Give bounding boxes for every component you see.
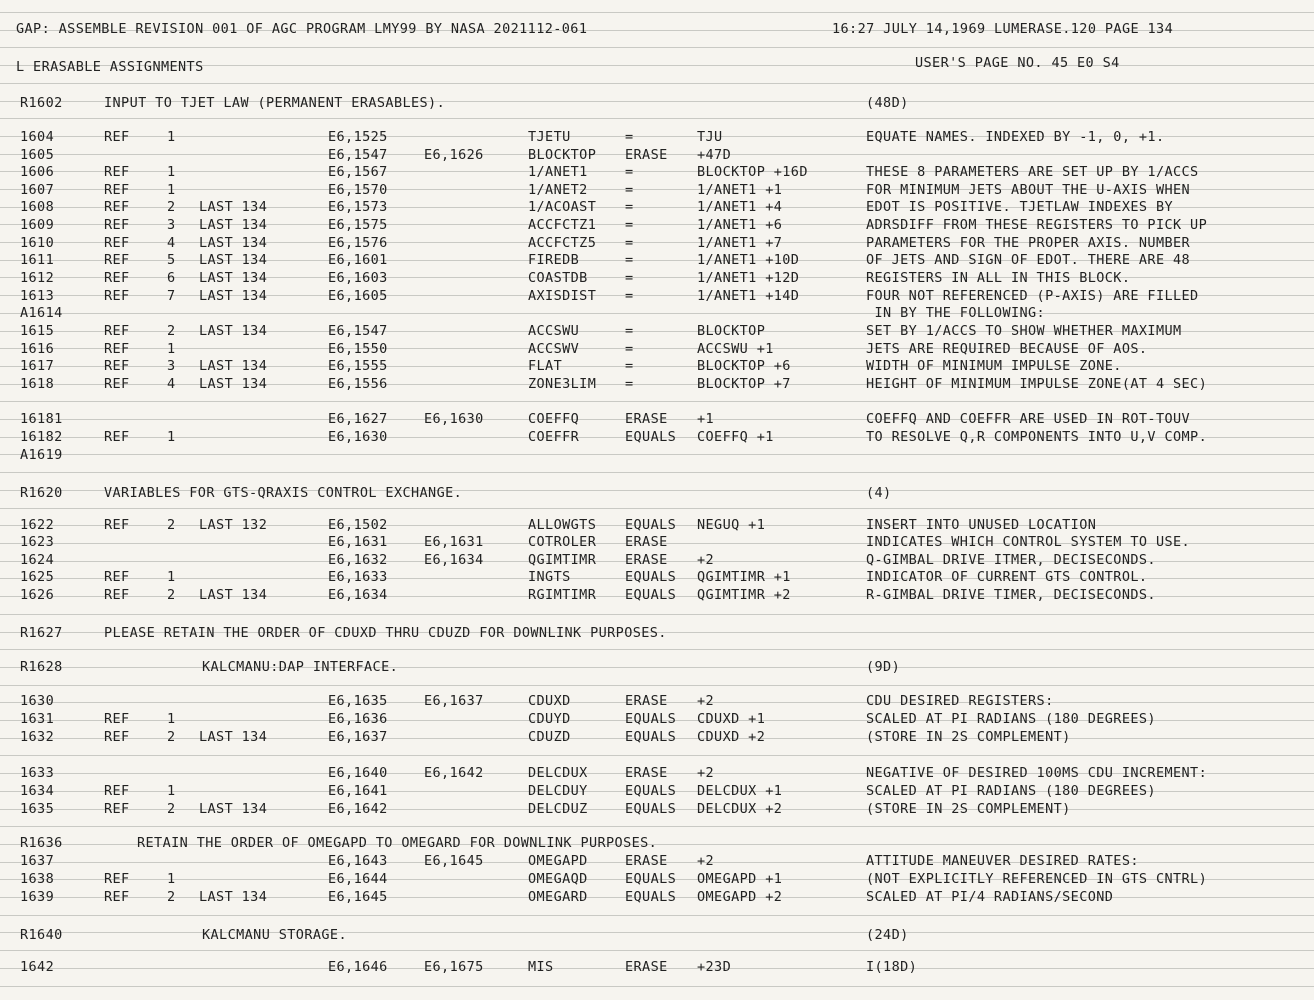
listing-cell-c7b: ERASE	[625, 959, 668, 975]
listing-cell-c7b: =	[625, 217, 634, 233]
listing-cell-c3: 2	[167, 889, 176, 905]
listing-cell-c6: E6,1675	[424, 959, 484, 975]
listing-cell-c8: INDICATOR OF CURRENT GTS CONTROL.	[866, 569, 1148, 585]
listing-cell-c3: KALCMANU STORAGE.	[202, 927, 347, 943]
listing-cell-c8: SET BY 1/ACCS TO SHOW WHETHER MAXIMUM	[866, 323, 1182, 339]
listing-cell-c3: 4	[167, 376, 176, 392]
listing-cell-c5: E6,1555	[328, 358, 388, 374]
listing-cell-c7c: +47D	[697, 147, 732, 163]
listing-cell-c5: E6,1567	[328, 164, 388, 180]
listing-cell-c2: PLEASE RETAIN THE ORDER OF CDUXD THRU CDUZD FOR DOWNLINK PURPOSES.	[104, 625, 667, 641]
listing-cell-c1: 1609	[20, 217, 55, 233]
listing-cell-c7c: COEFFQ +1	[697, 429, 774, 445]
listing-cell-c7b: EQUALS	[625, 871, 677, 887]
listing-cell-c7c: +2	[697, 853, 715, 869]
listing-cell-c6: E6,1631	[424, 534, 484, 550]
listing-cell-c6: E6,1642	[424, 765, 484, 781]
listing-cell-c1: 1631	[20, 711, 55, 727]
listing-cell-c1: 1613	[20, 288, 55, 304]
listing-cell-c3: 1	[167, 341, 176, 357]
listing-cell-c4: LAST 134	[199, 587, 268, 603]
listing-cell-c5: E6,1636	[328, 711, 388, 727]
listing-cell-c7c: DELCDUX +1	[697, 783, 783, 799]
listing-cell-c1: 16181	[20, 411, 63, 427]
listing-cell-c7: 1/ACOAST	[528, 199, 597, 215]
listing-cell-c8: (STORE IN 2S COMPLEMENT)	[866, 729, 1071, 745]
header-right: 16:27 JULY 14,1969 LUMERASE.120 PAGE 134	[832, 21, 1174, 37]
paper-rule	[0, 118, 1314, 119]
listing-cell-c1: 1638	[20, 871, 55, 887]
listing-cell-c2: REF	[104, 164, 130, 180]
listing-cell-c2: REF	[104, 270, 130, 286]
listing-cell-c7c: 1/ANET1 +14D	[697, 288, 800, 304]
listing-cell-c4: LAST 134	[199, 323, 268, 339]
listing-cell-c7b: ERASE	[625, 147, 668, 163]
listing-cell-c3: 3	[167, 358, 176, 374]
listing-cell-c7c: OMEGAPD +1	[697, 871, 783, 887]
listing-cell-c8: HEIGHT OF MINIMUM IMPULSE ZONE(AT 4 SEC)	[866, 376, 1208, 392]
listing-cell-c1: 1634	[20, 783, 55, 799]
listing-cell-c4: LAST 134	[199, 252, 268, 268]
listing-cell-c7c: +1	[697, 411, 715, 427]
listing-cell-c1: 1630	[20, 693, 55, 709]
listing-cell-c7: COEFFR	[528, 429, 580, 445]
listing-cell-c7: ACCSWV	[528, 341, 580, 357]
listing-cell-c5: E6,1603	[328, 270, 388, 286]
listing-cell-c8: CDU DESIRED REGISTERS:	[866, 693, 1054, 709]
listing-cell-c2: REF	[104, 341, 130, 357]
listing-cell-c2: REF	[104, 711, 130, 727]
listing-cell-c3: 1	[167, 129, 176, 145]
listing-cell-c1: 1616	[20, 341, 55, 357]
listing-cell-c5: E6,1634	[328, 587, 388, 603]
listing-cell-c1: 1615	[20, 323, 55, 339]
listing-cell-c7: ACCFCTZ5	[528, 235, 597, 251]
listing-cell-c1: 16182	[20, 429, 63, 445]
listing-cell-c5: E6,1547	[328, 147, 388, 163]
listing-cell-c2: INPUT TO TJET LAW (PERMANENT ERASABLES).	[104, 95, 446, 111]
listing-cell-c5: E6,1642	[328, 801, 388, 817]
listing-cell-c4: LAST 134	[199, 199, 268, 215]
listing-cell-c2: REF	[104, 783, 130, 799]
listing-cell-c8: (NOT EXPLICITLY REFERENCED IN GTS CNTRL)	[866, 871, 1208, 887]
paper-rule	[0, 685, 1314, 686]
listing-cell-c7: CDUYD	[528, 711, 571, 727]
listing-cell-c8: PARAMETERS FOR THE PROPER AXIS. NUMBER	[866, 235, 1191, 251]
listing-cell-c8: EQUATE NAMES. INDEXED BY -1, 0, +1.	[866, 129, 1165, 145]
paper-rule	[0, 649, 1314, 650]
listing-cell-c5: E6,1573	[328, 199, 388, 215]
listing-cell-c1: 1633	[20, 765, 55, 781]
listing-cell-c7: CDUZD	[528, 729, 571, 745]
listing-cell-c1: 1610	[20, 235, 55, 251]
paper-rule	[0, 932, 1314, 933]
listing-cell-c1: 1607	[20, 182, 55, 198]
listing-cell-c7: 1/ANET2	[528, 182, 588, 198]
listing-cell-c1: R1636	[20, 835, 63, 851]
listing-cell-c7b: EQUALS	[625, 711, 677, 727]
listing-cell-c7: COEFFQ	[528, 411, 580, 427]
listing-cell-c5: E6,1547	[328, 323, 388, 339]
listing-cell-c5: E6,1601	[328, 252, 388, 268]
listing-cell-c5: E6,1635	[328, 693, 388, 709]
paper-rule	[0, 472, 1314, 473]
listing-cell-c3: 2	[167, 323, 176, 339]
listing-cell-c1: 1618	[20, 376, 55, 392]
listing-cell-c7: QGIMTIMR	[528, 552, 597, 568]
listing-cell-c3: 1	[167, 711, 176, 727]
listing-cell-c4: LAST 134	[199, 729, 268, 745]
listing-cell-c2: REF	[104, 235, 130, 251]
paper-rule	[0, 667, 1314, 668]
listing-cell-c8: ADRSDIFF FROM THESE REGISTERS TO PICK UP	[866, 217, 1208, 233]
listing-cell-c2: REF	[104, 252, 130, 268]
listing-cell-c3: 2	[167, 517, 176, 533]
listing-cell-c7b: EQUALS	[625, 587, 677, 603]
listing-cell-c7b: =	[625, 341, 634, 357]
listing-cell-c5: E6,1502	[328, 517, 388, 533]
listing-cell-c7: COTROLER	[528, 534, 597, 550]
listing-cell-c2: REF	[104, 376, 130, 392]
listing-cell-c3: 1	[167, 783, 176, 799]
listing-cell-c8: (STORE IN 2S COMPLEMENT)	[866, 801, 1071, 817]
listing-cell-c1: 1611	[20, 252, 55, 268]
listing-cell-c8: OF JETS AND SIGN OF EDOT. THERE ARE 48	[866, 252, 1191, 268]
listing-cell-c6: E6,1634	[424, 552, 484, 568]
subheader-right: USER'S PAGE NO. 45 E0 S4	[915, 55, 1120, 71]
listing-cell-c3: 3	[167, 217, 176, 233]
listing-cell-c1: 1625	[20, 569, 55, 585]
listing-cell-c7: MIS	[528, 959, 554, 975]
listing-cell-c8: REGISTERS IN ALL IN THIS BLOCK.	[866, 270, 1131, 286]
listing-cell-c5: E6,1641	[328, 783, 388, 799]
listing-cell-c2: REF	[104, 871, 130, 887]
listing-cell-c8: R-GIMBAL DRIVE TIMER, DECISECONDS.	[866, 587, 1156, 603]
paper-rule	[0, 986, 1314, 987]
listing-cell-c3: 1	[167, 569, 176, 585]
listing-cell-c7: DELCDUZ	[528, 801, 588, 817]
listing-cell-c7b: =	[625, 129, 634, 145]
listing-cell-c7c: 1/ANET1 +4	[697, 199, 783, 215]
listing-cell-c2: REF	[104, 517, 130, 533]
listing-cell-c5: E6,1627	[328, 411, 388, 427]
listing-cell-c7c: TJU	[697, 129, 723, 145]
listing-cell-c5: E6,1632	[328, 552, 388, 568]
listing-cell-c2: VARIABLES FOR GTS-QRAXIS CONTROL EXCHANGE.	[104, 485, 463, 501]
listing-cell-c3: 2	[167, 587, 176, 603]
listing-cell-c7: ZONE3LIM	[528, 376, 597, 392]
listing-cell-c3: 5	[167, 252, 176, 268]
listing-cell-c7c: NEGUQ +1	[697, 517, 766, 533]
listing-cell-c7c: QGIMTIMR +2	[697, 587, 791, 603]
listing-cell-c7c: BLOCKTOP	[697, 323, 766, 339]
listing-cell-c7c: 1/ANET1 +12D	[697, 270, 800, 286]
listing-cell-c5: E6,1576	[328, 235, 388, 251]
listing-cell-c7c: +2	[697, 693, 715, 709]
header-left: GAP: ASSEMBLE REVISION 001 OF AGC PROGRAM LMY99 BY NASA 2021112-061	[16, 21, 588, 37]
listing-cell-c8: EDOT IS POSITIVE. TJETLAW INDEXES BY	[866, 199, 1173, 215]
paper-rule	[0, 508, 1314, 509]
paper-rule	[0, 826, 1314, 827]
listing-cell-c7b: EQUALS	[625, 801, 677, 817]
listing-cell-c8: SCALED AT PI RADIANS (180 DEGREES)	[866, 783, 1156, 799]
listing-cell-c7: FIREDB	[528, 252, 580, 268]
paper-rule	[0, 313, 1314, 314]
listing-cell-c7b: ERASE	[625, 411, 668, 427]
listing-cell-c3: 6	[167, 270, 176, 286]
listing-cell-c7c: BLOCKTOP +6	[697, 358, 791, 374]
listing-cell-c1: 1642	[20, 959, 55, 975]
listing-cell-c4: LAST 134	[199, 376, 268, 392]
listing-cell-c8: I(18D)	[866, 959, 918, 975]
listing-cell-c6: E6,1626	[424, 147, 484, 163]
listing-cell-c8: SCALED AT PI/4 RADIANS/SECOND	[866, 889, 1114, 905]
listing-cell-c7: BLOCKTOP	[528, 147, 597, 163]
listing-cell-c7c: 1/ANET1 +1	[697, 182, 783, 198]
listing-cell-c8: JETS ARE REQUIRED BECAUSE OF AOS.	[866, 341, 1148, 357]
listing-cell-c7b: =	[625, 358, 634, 374]
listing-cell-c7c: CDUXD +2	[697, 729, 766, 745]
listing-cell-c6: E6,1645	[424, 853, 484, 869]
listing-cell-c8: (9D)	[866, 659, 901, 675]
listing-cell-c4: LAST 134	[199, 270, 268, 286]
listing-cell-c7b: =	[625, 376, 634, 392]
listing-cell-c1: 1626	[20, 587, 55, 603]
listing-cell-c8: INDICATES WHICH CONTROL SYSTEM TO USE.	[866, 534, 1191, 550]
listing-cell-c2: REF	[104, 288, 130, 304]
listing-cell-c7c: 1/ANET1 +10D	[697, 252, 800, 268]
listing-cell-c5: E6,1550	[328, 341, 388, 357]
paper-rule	[0, 755, 1314, 756]
listing-cell-c5: E6,1631	[328, 534, 388, 550]
listing-cell-c5: E6,1633	[328, 569, 388, 585]
listing-cell-c7c: QGIMTIMR +1	[697, 569, 791, 585]
listing-cell-c7b: EQUALS	[625, 889, 677, 905]
listing-cell-c8: FOR MINIMUM JETS ABOUT THE U-AXIS WHEN	[866, 182, 1191, 198]
listing-cell-c7b: EQUALS	[625, 783, 677, 799]
listing-cell-c4: LAST 134	[199, 235, 268, 251]
listing-cell-c7b: ERASE	[625, 693, 668, 709]
listing-cell-c7b: =	[625, 199, 634, 215]
listing-cell-c7b: =	[625, 323, 634, 339]
listing-cell-c3: KALCMANU:DAP INTERFACE.	[202, 659, 399, 675]
listing-cell-c7: OMEGAPD	[528, 853, 588, 869]
listing-cell-c1: 1617	[20, 358, 55, 374]
listing-cell-c2: REF	[104, 182, 130, 198]
listing-cell-c7b: ERASE	[625, 853, 668, 869]
listing-cell-c7b: =	[625, 235, 634, 251]
listing-cell-c1: R1628	[20, 659, 63, 675]
paper-rule	[0, 454, 1314, 455]
listing-cell-c7: OMEGAQD	[528, 871, 588, 887]
listing-cell-c7b: =	[625, 270, 634, 286]
listing-cell-c2: REF	[104, 429, 130, 445]
listing-cell-c7c: 1/ANET1 +6	[697, 217, 783, 233]
listing-cell-c5: E6,1556	[328, 376, 388, 392]
listing-cell-c7b: =	[625, 182, 634, 198]
listing-cell-c1: 1637	[20, 853, 55, 869]
paper-rule	[0, 950, 1314, 951]
listing-cell-c7b: EQUALS	[625, 729, 677, 745]
listing-cell-c5: E6,1575	[328, 217, 388, 233]
listing-cell-c1: 1635	[20, 801, 55, 817]
listing-cell-c7: DELCDUX	[528, 765, 588, 781]
listing-cell-c8: IN BY THE FOLLOWING:	[866, 305, 1046, 321]
listing-cell-c5: E6,1570	[328, 182, 388, 198]
listing-cell-c1: R1620	[20, 485, 63, 501]
listing-cell-c8: INSERT INTO UNUSED LOCATION	[866, 517, 1097, 533]
listing-cell-c3: 1	[167, 429, 176, 445]
listing-cell-c6: E6,1637	[424, 693, 484, 709]
listing-cell-c2: REF	[104, 217, 130, 233]
listing-cell-c1: A1614	[20, 305, 63, 321]
listing-cell-c7c: BLOCKTOP +16D	[697, 164, 808, 180]
listing-cell-c7b: =	[625, 252, 634, 268]
listing-cell-c5: E6,1646	[328, 959, 388, 975]
paper-rule	[0, 47, 1314, 48]
listing-cell-c1: 1612	[20, 270, 55, 286]
listing-cell-c7: TJETU	[528, 129, 571, 145]
listing-cell-c1: 1604	[20, 129, 55, 145]
listing-cell-c7: DELCDUY	[528, 783, 588, 799]
listing-cell-c2: REF	[104, 569, 130, 585]
listing-cell-c8: (48D)	[866, 95, 909, 111]
listing-cell-c8: NEGATIVE OF DESIRED 100MS CDU INCREMENT:	[866, 765, 1208, 781]
listing-cell-c7: COASTDB	[528, 270, 588, 286]
listing-cell-c3: 1	[167, 182, 176, 198]
listing-cell-c8: FOUR NOT REFERENCED (P-AXIS) ARE FILLED	[866, 288, 1199, 304]
listing-cell-c1: 1622	[20, 517, 55, 533]
listing-cell-c8: Q-GIMBAL DRIVE ITMER, DECISECONDS.	[866, 552, 1156, 568]
listing-cell-c6: E6,1630	[424, 411, 484, 427]
listing-cell-c3: 2	[167, 729, 176, 745]
listing-cell-c3: 7	[167, 288, 176, 304]
listing-cell-c7: ALLOWGTS	[528, 517, 597, 533]
listing-cell-c1: 1606	[20, 164, 55, 180]
listing-cell-c7: INGTS	[528, 569, 571, 585]
listing-cell-c1: R1602	[20, 95, 63, 111]
listing-cell-c4: LAST 134	[199, 358, 268, 374]
listing-cell-c3: 4	[167, 235, 176, 251]
listing-cell-c1: 1623	[20, 534, 55, 550]
listing-cell-c8: (4)	[866, 485, 892, 501]
listing-cell-c1: 1632	[20, 729, 55, 745]
subheader-left: L ERASABLE ASSIGNMENTS	[16, 59, 204, 75]
listing-cell-c7c: OMEGAPD +2	[697, 889, 783, 905]
listing-cell-c8: SCALED AT PI RADIANS (180 DEGREES)	[866, 711, 1156, 727]
listing-cell-c8: THESE 8 PARAMETERS ARE SET UP BY 1/ACCS	[866, 164, 1199, 180]
listing-cell-c7: RGIMTIMR	[528, 587, 597, 603]
listing-cell-c1: 1605	[20, 147, 55, 163]
listing-cell-c7c: CDUXD +1	[697, 711, 766, 727]
listing-cell-c5: E6,1637	[328, 729, 388, 745]
listing-cell-c5: E6,1605	[328, 288, 388, 304]
listing-cell-c7: CDUXD	[528, 693, 571, 709]
listing-cell-c4: LAST 134	[199, 288, 268, 304]
listing-cell-c7: AXISDIST	[528, 288, 597, 304]
paper-rule	[0, 614, 1314, 615]
paper-rule	[0, 401, 1314, 402]
listing-cell-c7c: +23D	[697, 959, 732, 975]
listing-cell-c1: 1608	[20, 199, 55, 215]
listing-cell-c2: REF	[104, 199, 130, 215]
listing-cell-c1: A1619	[20, 447, 63, 463]
listing-cell-c2: REF	[104, 358, 130, 374]
listing-cell-c7c: +2	[697, 765, 715, 781]
listing-cell-c1: R1640	[20, 927, 63, 943]
listing-cell-c8: WIDTH OF MINIMUM IMPULSE ZONE.	[866, 358, 1122, 374]
listing-cell-c7b: ERASE	[625, 765, 668, 781]
listing-cell-c1: R1627	[20, 625, 63, 641]
listing-cell-c5: E6,1645	[328, 889, 388, 905]
paper-rule	[0, 12, 1314, 13]
listing-cell-c3: 1	[167, 871, 176, 887]
listing-cell-c2: REF	[104, 129, 130, 145]
paper-rule	[0, 915, 1314, 916]
listing-cell-c7b: EQUALS	[625, 429, 677, 445]
listing-cell-c4: LAST 134	[199, 889, 268, 905]
listing-cell-c7: ACCSWU	[528, 323, 580, 339]
listing-cell-c7: ACCFCTZ1	[528, 217, 597, 233]
listing-cell-c4: LAST 134	[199, 217, 268, 233]
listing-cell-c7c: 1/ANET1 +7	[697, 235, 783, 251]
listing-cell-c2: REF	[104, 729, 130, 745]
listing-cell-c3: 1	[167, 164, 176, 180]
listing-cell-c7b: EQUALS	[625, 517, 677, 533]
listing-cell-c7c: ACCSWU +1	[697, 341, 774, 357]
listing-cell-c2: REF	[104, 587, 130, 603]
listing-cell-c4: LAST 134	[199, 801, 268, 817]
listing-cell-c2: REF	[104, 889, 130, 905]
listing-cell-c1: 1639	[20, 889, 55, 905]
listing-cell-c7c: +2	[697, 552, 715, 568]
listing-cell-c8: TO RESOLVE Q,R COMPONENTS INTO U,V COMP.	[866, 429, 1208, 445]
listing-cell-c7b: =	[625, 288, 634, 304]
listing-cell-c2: REF	[104, 801, 130, 817]
listing-cell-c7: FLAT	[528, 358, 563, 374]
listing-cell-c7c: DELCDUX +2	[697, 801, 783, 817]
listing-cell-c5: E6,1630	[328, 429, 388, 445]
listing-cell-c1: 1624	[20, 552, 55, 568]
listing-cell-c3: 2	[167, 199, 176, 215]
listing-cell-c7: OMEGARD	[528, 889, 588, 905]
listing-cell-c4: LAST 132	[199, 517, 268, 533]
listing-cell-c8: (24D)	[866, 927, 909, 943]
listing-cell-c7b: =	[625, 164, 634, 180]
listing-cell-c7: 1/ANET1	[528, 164, 588, 180]
listing-cell-c7b: ERASE	[625, 534, 668, 550]
listing-cell-c8: ATTITUDE MANEUVER DESIRED RATES:	[866, 853, 1139, 869]
listing-cell-c5: E6,1644	[328, 871, 388, 887]
listing-cell-c7c: BLOCKTOP +7	[697, 376, 791, 392]
listing-cell-c2: REF	[104, 323, 130, 339]
listing-cell-c5: E6,1643	[328, 853, 388, 869]
listing-cell-c5: E6,1640	[328, 765, 388, 781]
listing-cell-c8: COEFFQ AND COEFFR ARE USED IN ROT-TOUV	[866, 411, 1191, 427]
listing-cell-c5: E6,1525	[328, 129, 388, 145]
listing-cell-c7b: ERASE	[625, 552, 668, 568]
listing-cell-c2: RETAIN THE ORDER OF OMEGAPD TO OMEGARD FOR DOWNLINK PURPOSES.	[137, 835, 658, 851]
paper-rule	[0, 83, 1314, 84]
listing-cell-c3: 2	[167, 801, 176, 817]
listing-cell-c7b: EQUALS	[625, 569, 677, 585]
